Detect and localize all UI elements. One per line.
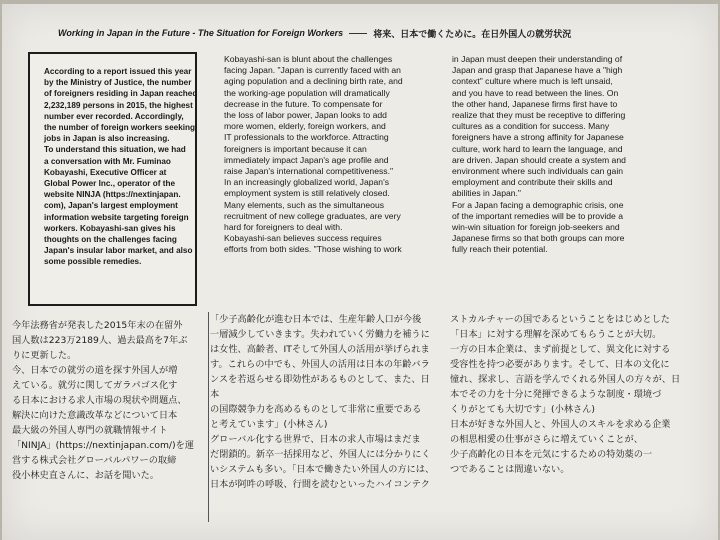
english-column-3: in Japan must deepen their understanding of Japan and grasp that Japanese have a "high context" culture where much is left unsaid, and you have to read between the lines. On the other hand, Japanese firms first have to realize that they must be receptive to differing cultures as a condition for success. Many foreigners have a strong affinity for Japanese culture, work hard to learn the language, and are driven. Japan should create a system and environment where such individuals can gain employment and contribute their skills and abilities in Japan." For a Japan facing a demographic crisis, one of the important remedies will be to provide a win-win situation for foreign job-seekers and Japanese firms so that both groups can more fully reach their potential.: [452, 54, 626, 255]
title-separator: [349, 33, 367, 34]
japanese-intro-paragraph: 今年法務省が発表した2015年末の在留外 国人数は223万2189人、過去最高を7年ぶ りに更新した。 今、日本での就労の道を探す外国人が増 えている。就労に関してガラパゴス化す る日本における求人市場の現状や問題点、 解決に向けた意識改革などについて日本 最大級の外国人専門の就職情報サイト 「NINJA」(https://nextinjapan.com/)を運 営する株式会社グローバルパワーの取締 役小林史直さんに、お話を聞いた。: [12, 320, 194, 481]
article-title-japanese: 将来、日本で働くために。在日外国人の就労状況: [373, 29, 572, 40]
column-divider: [208, 312, 209, 522]
japanese-column-2: 「少子高齢化が進む日本では、生産年齢人口が今後 一層減少していきます。失われていく労働力を補うに は女性、高齢者、ITそして外国人の活用が挙げられま す。これらの中でも、外国人の活用は日本の年齢バラ ンスを若返らせる即効性があるものとして、また、日本 の国際競争力を高めるものとして非常に重要である と考えています」(小林さん) グローバル化する世界で、日本の求人市場はまだま だ閉鎖的。新卒一括採用など、外国人には分かりにく いシステムも多い。「日本で働きたい外国人の方には、 日本が阿吽の呼吸、行間を読むといったハイコンテク: [210, 314, 435, 490]
article-header: [58, 24, 710, 42]
japanese-column-3: ストカルチャーの国であるということをはじめとした 「日本」に対する理解を深めてもらうことが大切。 一方の日本企業は、まず前提として、異文化に対する 受容性を持つ必要があります。そして、日本の文化に 憧れ、探求し、言語を学んでくれる外国人の方々が、日 本でその力を十分に発揮できるような制度・環境づ くりがとても大切です」(小林さん) 日本が好きな外国人と、外国人のスキルを求める企業 の相思相愛の仕事がさらに増えていくことが、 少子高齢化の日本を元気にするための特効薬の一 つであることは間違いない。: [450, 314, 681, 475]
intro-box-text: According to a report issued this year by the Ministry of Justice, the number of foreigners residing in Japan reached 2,232,189 persons in 2015, the highest number ever recorded. Accordingly, the number of foreign workers seeking jobs in Japan is also increasing. To understand this situation, we had a conversation with Mr. Fuminao Kobayashi, Executive Officer at Global Power Inc., operator of the website NINJA (https://nextinjapan. com), Japan's largest employment information website targeting foreign workers. Kobayashi-san gives his thoughts on the challenges facing Japan's insular labor market, and also some possible remedies.: [44, 67, 198, 267]
english-column-2: Kobayashi-san is blunt about the challenges facing Japan. "Japan is currently faced with an aging population and a declining birth rate, and the working-age population will dramatically decrease in the future. To compensate for the loss of labor power, Japan looks to add more women, elderly, foreign workers, and IT professionals to the workforce. Attracting foreigners is important because it can immediately impact Japan's age profile and raise Japan's international competitiveness." In an increasingly globalized world, Japan's employment system is still relatively closed. Many elements, such as the simultaneous recruitment of new college graduates, are very hard for foreigners to deal with. Kobayashi-san believes success requires efforts from both sides. "Those wishing to work: [224, 54, 403, 255]
article-title-english: Working in Japan in the Future - The Situation for Foreign Workers: [58, 28, 344, 38]
